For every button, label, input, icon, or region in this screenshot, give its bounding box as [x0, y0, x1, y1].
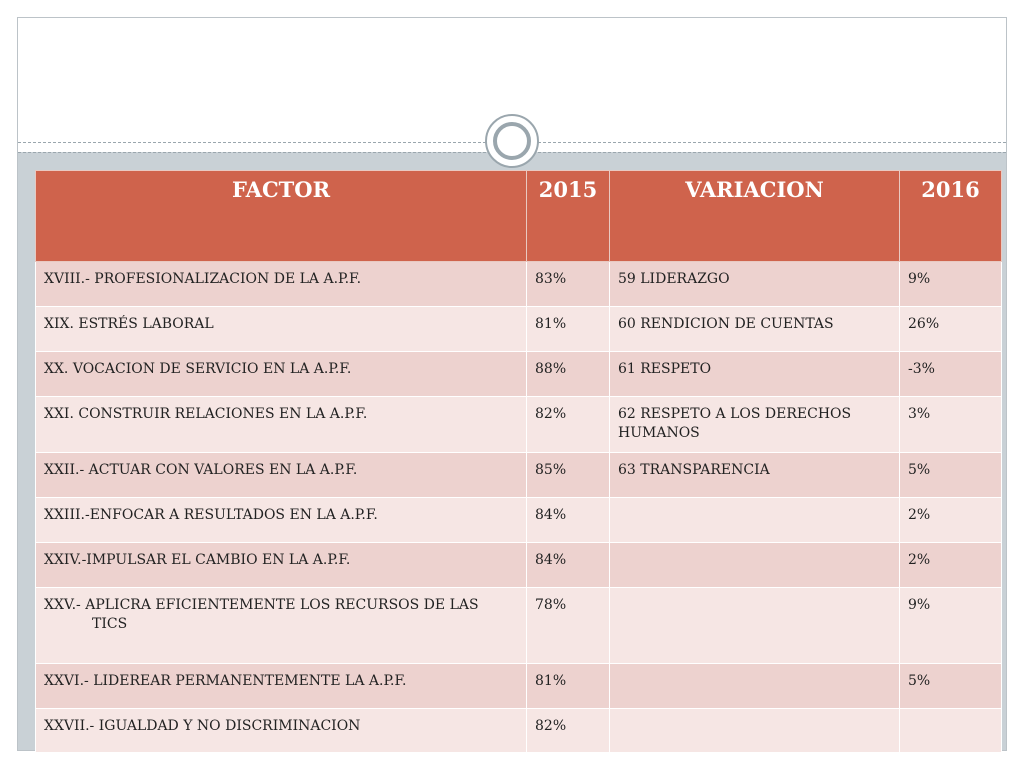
cell-2015: 84% [527, 498, 610, 543]
factor-table [35, 170, 1002, 753]
cell-factor: XXIV.-IMPULSAR EL CAMBIO EN LA A.P.F. [36, 543, 527, 588]
cell-variacion: 63 TRANSPARENCIA [610, 453, 900, 498]
cell-factor: XXVI.- LIDEREAR PERMANENTEMENTE LA A.P.F. [36, 664, 527, 709]
table-row [36, 453, 1002, 498]
cell-factor: XX. VOCACION DE SERVICIO EN LA A.P.F. [36, 352, 527, 397]
cell-2016 [900, 709, 1002, 753]
cell-factor: XXVII.- IGUALDAD Y NO DISCRIMINACION [36, 709, 527, 753]
cell-variacion [610, 709, 900, 753]
table-row [36, 352, 1002, 397]
cell-factor: XXI. CONSTRUIR RELACIONES EN LA A.P.F. [36, 397, 527, 453]
header-2016: 2016 [900, 171, 1002, 262]
cell-variacion [610, 498, 900, 543]
table-row [36, 397, 1002, 453]
cell-variacion [610, 588, 900, 664]
table-row [36, 664, 1002, 709]
cell-variacion: 62 RESPETO A LOS DERECHOS HUMANOS [610, 397, 900, 453]
cell-factor: XIX. ESTRÉS LABORAL [36, 307, 527, 352]
cell-2016: 9% [900, 588, 1002, 664]
cell-2015: 82% [527, 397, 610, 453]
cell-2015: 78% [527, 588, 610, 664]
cell-2016: 5% [900, 453, 1002, 498]
cell-variacion: 60 RENDICION DE CUENTAS [610, 307, 900, 352]
table-header-row [36, 171, 1002, 262]
header-2015: 2015 [527, 171, 610, 262]
cell-factor: XXII.- ACTUAR CON VALORES EN LA A.P.F. [36, 453, 527, 498]
cell-2016: 2% [900, 498, 1002, 543]
cell-factor: XXIII.-ENFOCAR A RESULTADOS EN LA A.P.F. [36, 498, 527, 543]
cell-2015: 85% [527, 453, 610, 498]
cell-2016: 26% [900, 307, 1002, 352]
cell-variacion [610, 543, 900, 588]
table-row [36, 588, 1002, 664]
table-row [36, 543, 1002, 588]
header-factor: FACTOR [36, 171, 527, 262]
cell-2016: 9% [900, 262, 1002, 307]
cell-2016: 2% [900, 543, 1002, 588]
cell-factor-text: XXV.- APLICRA EFICIENTEMENTE LOS RECURSOS DE LAS [44, 597, 479, 613]
cell-2016: -3% [900, 352, 1002, 397]
cell-2015: 81% [527, 664, 610, 709]
ring-ornament [485, 114, 539, 168]
cell-2015: 81% [527, 307, 610, 352]
cell-factor [36, 588, 527, 664]
cell-factor: XVIII.- PROFESIONALIZACION DE LA A.P.F. [36, 262, 527, 307]
table-row [36, 709, 1002, 753]
cell-factor-continuation: TICS [92, 616, 128, 632]
cell-2015: 82% [527, 709, 610, 753]
cell-variacion: 59 LIDERAZGO [610, 262, 900, 307]
cell-variacion [610, 664, 900, 709]
cell-variacion: 61 RESPETO [610, 352, 900, 397]
cell-2015: 83% [527, 262, 610, 307]
table-row [36, 307, 1002, 352]
cell-2015: 88% [527, 352, 610, 397]
cell-2016: 3% [900, 397, 1002, 453]
cell-2015: 84% [527, 543, 610, 588]
cell-2016: 5% [900, 664, 1002, 709]
table-row [36, 262, 1002, 307]
header-variacion: VARIACION [610, 171, 900, 262]
table-row [36, 498, 1002, 543]
